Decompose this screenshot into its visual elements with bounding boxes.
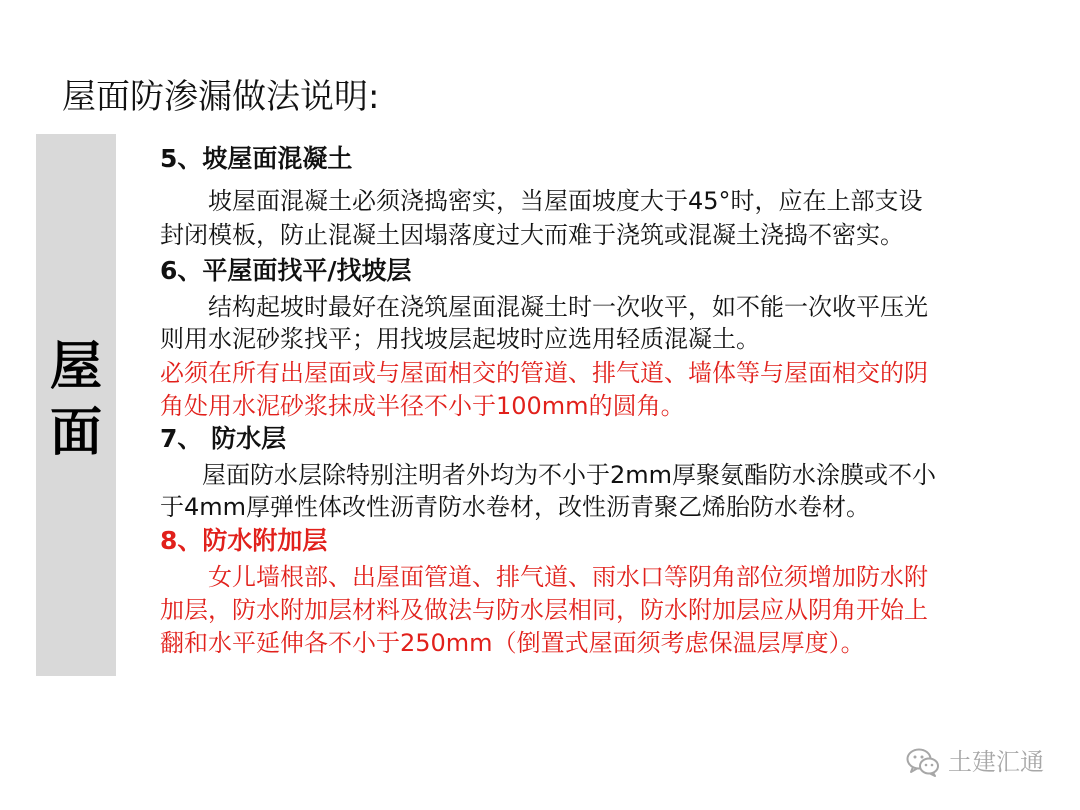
wechat-icon xyxy=(906,747,940,777)
section-6-warning-line1: 必须在所有出屋面或与屋面相交的管道、排气道、墙体等与屋面相交的阴 xyxy=(160,359,928,387)
section-7-text-line2: 于4mm厚弹性体改性沥青防水卷材，改性沥青聚乙烯胎防水卷材。 xyxy=(160,493,871,521)
sidebar-label-line2: 面 xyxy=(49,403,102,463)
page-title: 屋面防渗漏做法说明: xyxy=(62,77,380,117)
section-5-text-line1: 坡屋面混凝土必须浇捣密实，当屋面坡度大于45°时，应在上部支设 xyxy=(208,187,923,215)
section-8-heading: 8、防水附加层 xyxy=(160,526,328,555)
section-5-heading: 5、坡屋面混凝土 xyxy=(160,144,353,173)
footer-text: 土建汇通 xyxy=(948,748,1044,776)
section-7-text-line1: 屋面防水层除特别注明者外均为不小于2mm厚聚氨酯防水涂膜或不小 xyxy=(202,461,937,489)
sidebar-label-line1: 屋 xyxy=(49,337,102,397)
section-7-heading: 7、 防水层 xyxy=(160,424,287,453)
section-8-text-line2: 加层，防水附加层材料及做法与防水层相同，防水附加层应从阴角开始上 xyxy=(160,596,928,624)
section-6-text-line2: 则用水泥砂浆找平；用找坡层起坡时应选用轻质混凝土。 xyxy=(160,325,760,353)
section-sidebar xyxy=(36,134,116,676)
section-8-text-line1: 女儿墙根部、出屋面管道、排气道、雨水口等阴角部位须增加防水附 xyxy=(208,563,928,591)
footer-watermark xyxy=(906,744,1044,780)
section-6-text-line1: 结构起坡时最好在浇筑屋面混凝土时一次收平，如不能一次收平压光 xyxy=(208,293,928,321)
section-5-text-line2: 封闭模板，防止混凝土因塌落度过大而难于浇筑或混凝土浇捣不密实。 xyxy=(160,221,904,249)
section-6-warning-line2: 角处用水泥砂浆抹成半径不小于100mm的圆角。 xyxy=(160,392,685,420)
section-8-text-line3: 翻和水平延伸各不小于250mm（倒置式屋面须考虑保温层厚度）。 xyxy=(160,629,865,657)
section-6-heading: 6、平屋面找平/找坡层 xyxy=(160,256,412,285)
sidebar-label xyxy=(36,334,116,466)
